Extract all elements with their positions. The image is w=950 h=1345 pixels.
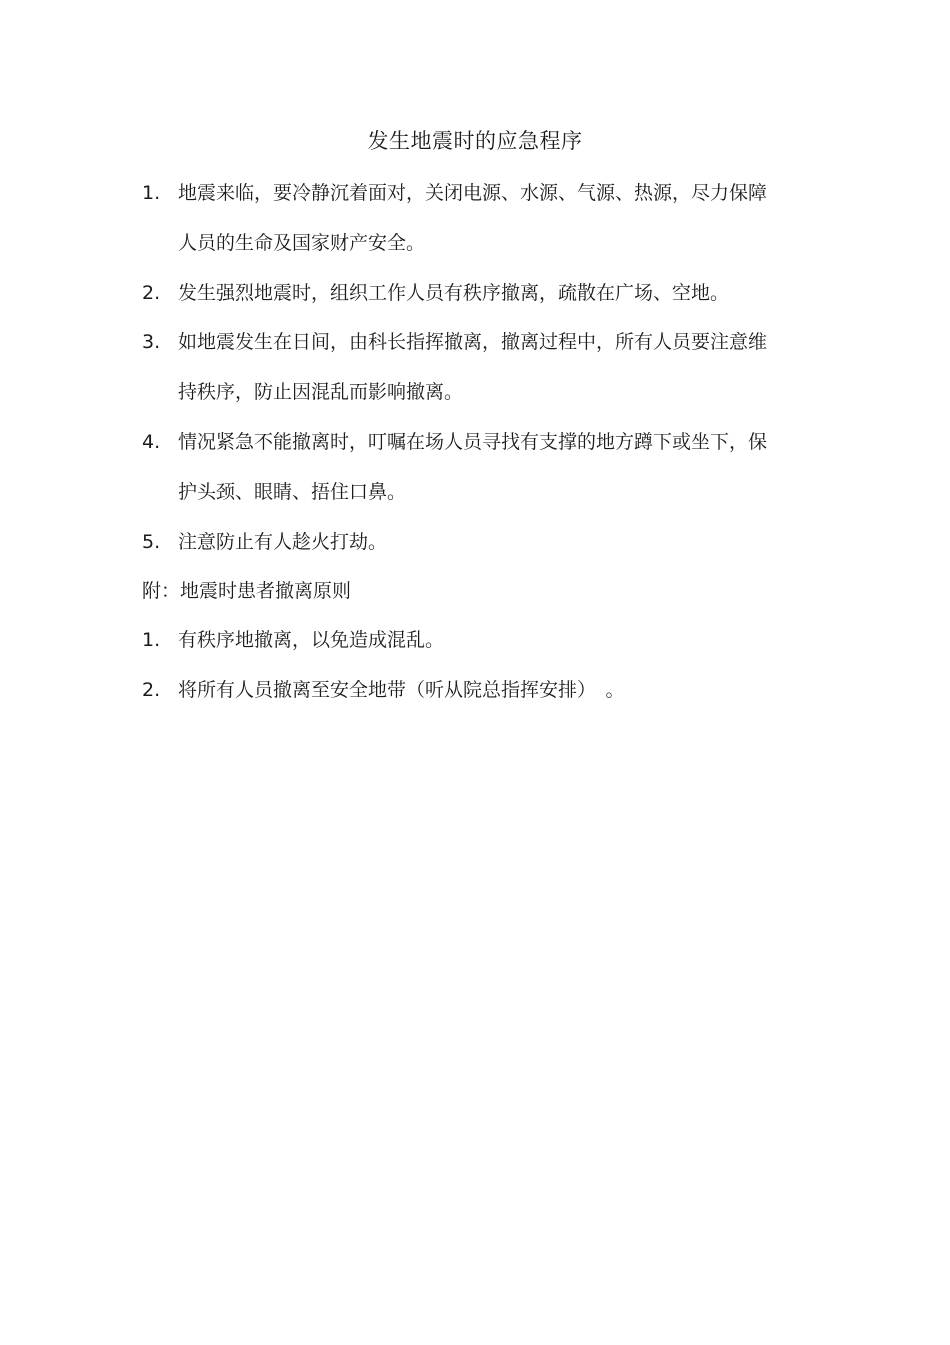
procedure-number: 5.: [142, 531, 161, 553]
procedure-text: 发生强烈地震时，组织工作人员有秩序撤离，疏散在广场、空地。: [178, 282, 730, 304]
procedure-text: 情况紧急不能撤离时，叮嘱在场人员寻找有支撑的地方蹲下或坐下，保护头颈、眼睛、捂住口鼻。: [178, 431, 768, 503]
document-title: 发生地震时的应急程序: [367, 129, 583, 153]
procedure-number: 3.: [142, 331, 161, 353]
procedure-number: 4.: [142, 431, 161, 453]
principle-item-2: [142, 665, 792, 715]
procedure-item-1: [142, 168, 792, 268]
principle-item-1: [142, 615, 792, 665]
procedure-item-5: [142, 517, 792, 567]
procedure-item-3: [142, 317, 792, 417]
principle-number: 2.: [142, 679, 161, 701]
procedure-item-4: [142, 417, 792, 517]
procedure-text: 地震来临，要冷静沉着面对，关闭电源、水源、气源、热源，尽力保障人员的生命及国家财产安全。: [178, 182, 768, 254]
principle-text: 有秩序地撤离，以免造成混乱。: [178, 629, 445, 651]
procedure-item-2: [142, 268, 792, 318]
procedure-text: 如地震发生在日间，由科长指挥撤离，撤离过程中，所有人员要注意维持秩序，防止因混乱而影响撤离。: [178, 331, 768, 403]
procedure-text: 注意防止有人趁火打劫。: [178, 531, 388, 553]
procedure-number: 1.: [142, 182, 161, 204]
principle-text: 将所有人员撤离至安全地带（听从院总指挥安排） 。: [178, 679, 625, 701]
appendix-heading: 附：地震时患者撤离原则: [142, 580, 352, 602]
principle-number: 1.: [142, 629, 161, 651]
procedure-number: 2.: [142, 282, 161, 304]
